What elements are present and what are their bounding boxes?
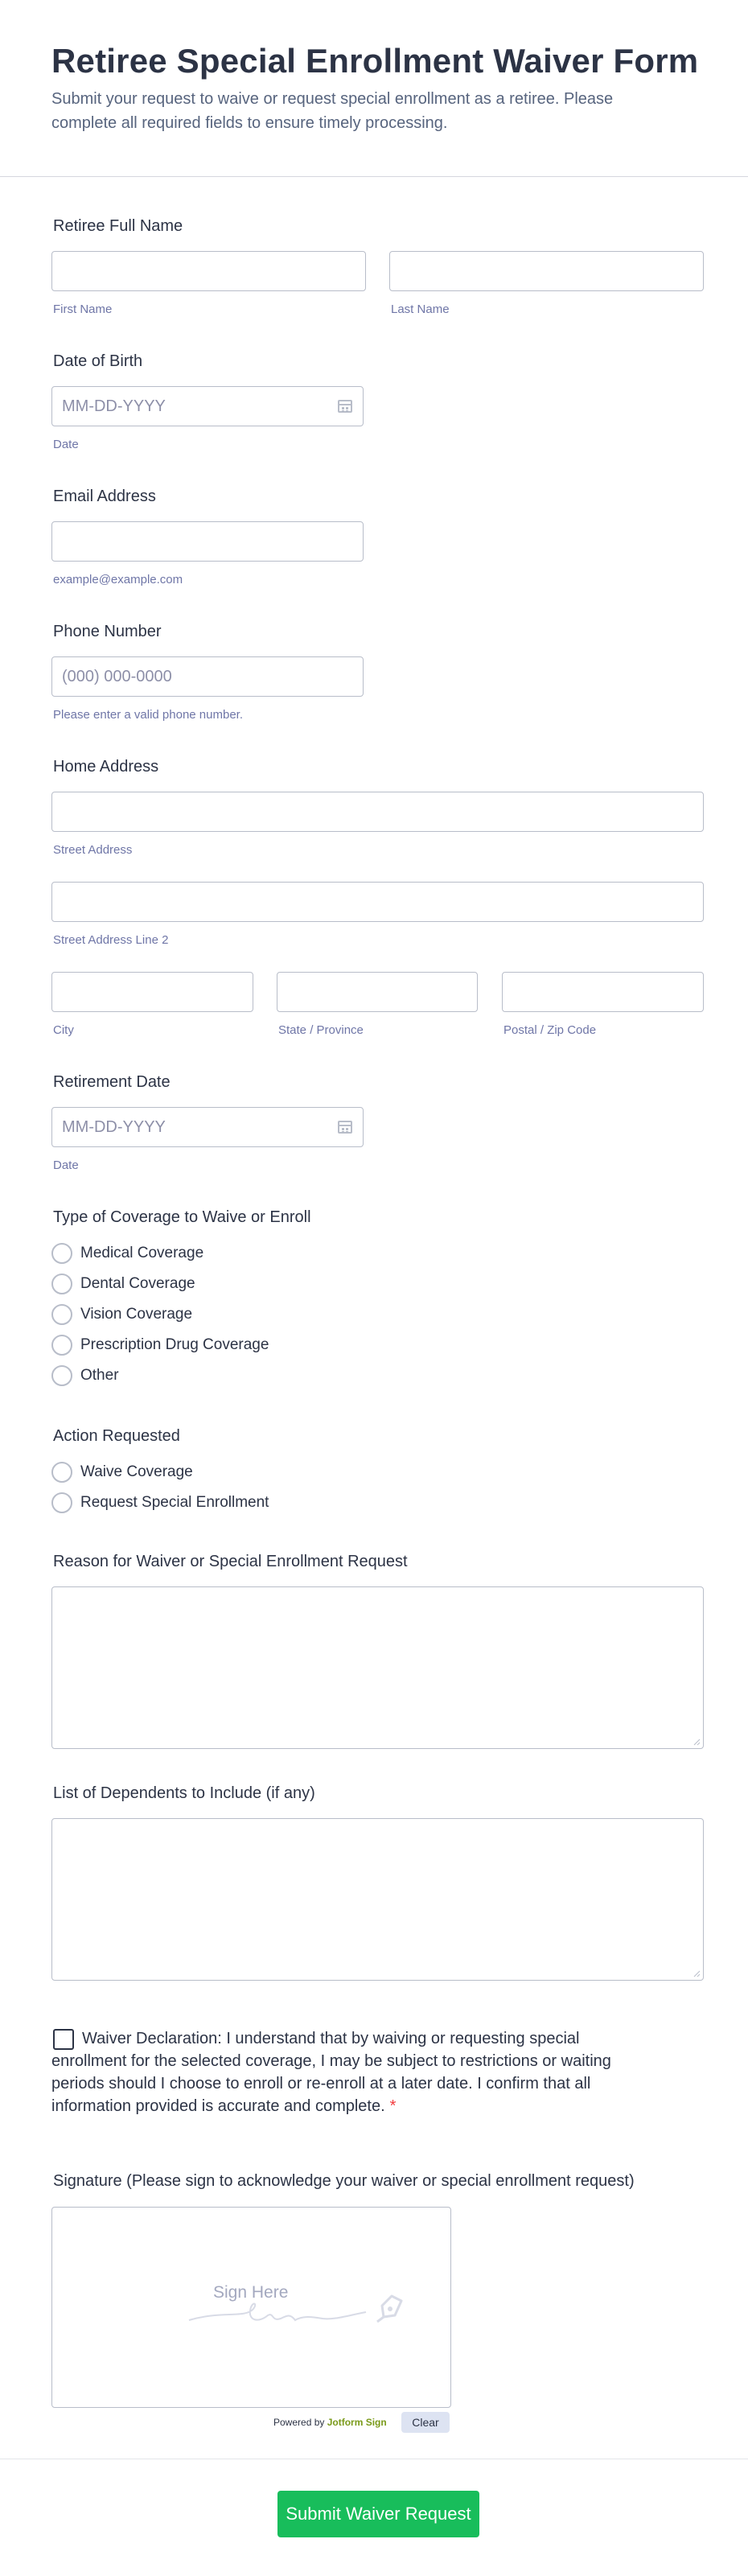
zip-input[interactable] (502, 972, 704, 1012)
dob-sublabel: Date (53, 438, 79, 451)
required-mark: * (389, 2097, 397, 2115)
dob-input[interactable] (51, 386, 364, 426)
jotform-sign-logo[interactable]: Jotform Sign (327, 2417, 387, 2428)
submit-button[interactable]: Submit Waiver Request (277, 2491, 479, 2537)
radio-button[interactable] (51, 1492, 72, 1513)
radio-label: Medical Coverage (80, 1245, 204, 1261)
city-input[interactable] (51, 972, 253, 1012)
powered-by-text (273, 2417, 387, 2428)
radio-button[interactable] (51, 1462, 72, 1483)
retirement-date-label: Retirement Date (53, 1073, 171, 1091)
radio-button[interactable] (51, 1365, 72, 1386)
coverage-option-vision[interactable] (51, 1303, 192, 1326)
radio-button[interactable] (51, 1274, 72, 1294)
action-option-special-enrollment[interactable] (51, 1492, 269, 1514)
coverage-option-dental[interactable] (51, 1273, 195, 1295)
radio-label: Vision Coverage (80, 1306, 193, 1323)
coverage-label: Type of Coverage to Waive or Enroll (53, 1208, 311, 1226)
phone-sublabel: Please enter a valid phone number. (53, 708, 243, 722)
form-title: Retiree Special Enrollment Waiver Form (51, 42, 699, 80)
calendar-icon[interactable] (338, 400, 352, 413)
zip-sublabel: Postal / Zip Code (503, 1023, 597, 1037)
phone-label: Phone Number (53, 623, 162, 640)
coverage-option-other[interactable] (51, 1364, 119, 1387)
state-input[interactable] (277, 972, 478, 1012)
radio-label: Other (80, 1367, 119, 1384)
retirement-date-sublabel: Date (53, 1158, 79, 1172)
action-label: Action Requested (53, 1427, 180, 1445)
state-sublabel: State / Province (278, 1023, 364, 1037)
coverage-option-prescription[interactable] (51, 1334, 269, 1356)
form-subtitle: Submit your request to waive or request special enrollment as a retiree. Please complete all required fields to ensure timely processing. (51, 90, 614, 132)
signature-pad[interactable] (51, 2207, 451, 2408)
radio-button[interactable] (51, 1335, 72, 1356)
dob-label: Date of Birth (53, 352, 143, 370)
signature-label: Signature (Please sign to acknowledge your waiver or special enrollment request) (53, 2172, 635, 2190)
action-option-waive[interactable] (51, 1461, 193, 1483)
city-sublabel: City (53, 1023, 74, 1037)
radio-button[interactable] (51, 1243, 72, 1264)
full-name-label: Retiree Full Name (53, 217, 183, 235)
email-input[interactable] (51, 521, 364, 562)
radio-label: Waive Coverage (80, 1463, 193, 1480)
dependents-label: List of Dependents to Include (if any) (53, 1784, 315, 1802)
resize-grip-icon[interactable] (693, 1969, 701, 1977)
first-name-input[interactable] (51, 251, 366, 291)
radio-label: Dental Coverage (80, 1275, 195, 1292)
last-name-sublabel: Last Name (391, 302, 450, 316)
first-name-sublabel: First Name (53, 302, 113, 316)
phone-input[interactable] (51, 656, 364, 697)
declaration-text (51, 2027, 639, 2117)
address-label: Home Address (53, 758, 159, 776)
email-sublabel: example@example.com (53, 573, 183, 586)
street-address-line2-input[interactable] (51, 882, 704, 922)
dependents-textarea[interactable] (51, 1818, 704, 1981)
street-address-input[interactable] (51, 792, 704, 832)
clear-signature-button[interactable]: Clear (401, 2412, 450, 2433)
declaration-label: Waiver Declaration: I understand that by waiving or requesting special enrollment for the selected coverage, I may be subject to restrictions or waiting periods should I choose to enroll or re-enroll at a later date. I confirm that all information provided is accurate and complete. (51, 2030, 611, 2115)
reason-label: Reason for Waiver or Special Enrollment Request (53, 1553, 408, 1570)
street-address-line2-sublabel: Street Address Line 2 (53, 933, 169, 947)
radio-label: Prescription Drug Coverage (80, 1336, 269, 1353)
radio-label: Request Special Enrollment (80, 1494, 269, 1511)
street-address-sublabel: Street Address (53, 843, 133, 857)
email-label: Email Address (53, 488, 156, 505)
form-header (0, 0, 748, 177)
last-name-input[interactable] (389, 251, 704, 291)
sign-here-placeholder: Sign Here (213, 2283, 289, 2302)
calendar-icon[interactable] (338, 1121, 352, 1134)
coverage-option-medical[interactable] (51, 1242, 203, 1265)
radio-button[interactable] (51, 1304, 72, 1325)
powered-by-label: Powered by (273, 2417, 325, 2428)
resize-grip-icon[interactable] (693, 1738, 701, 1746)
reason-textarea[interactable] (51, 1586, 704, 1749)
retirement-date-input[interactable] (51, 1107, 364, 1147)
